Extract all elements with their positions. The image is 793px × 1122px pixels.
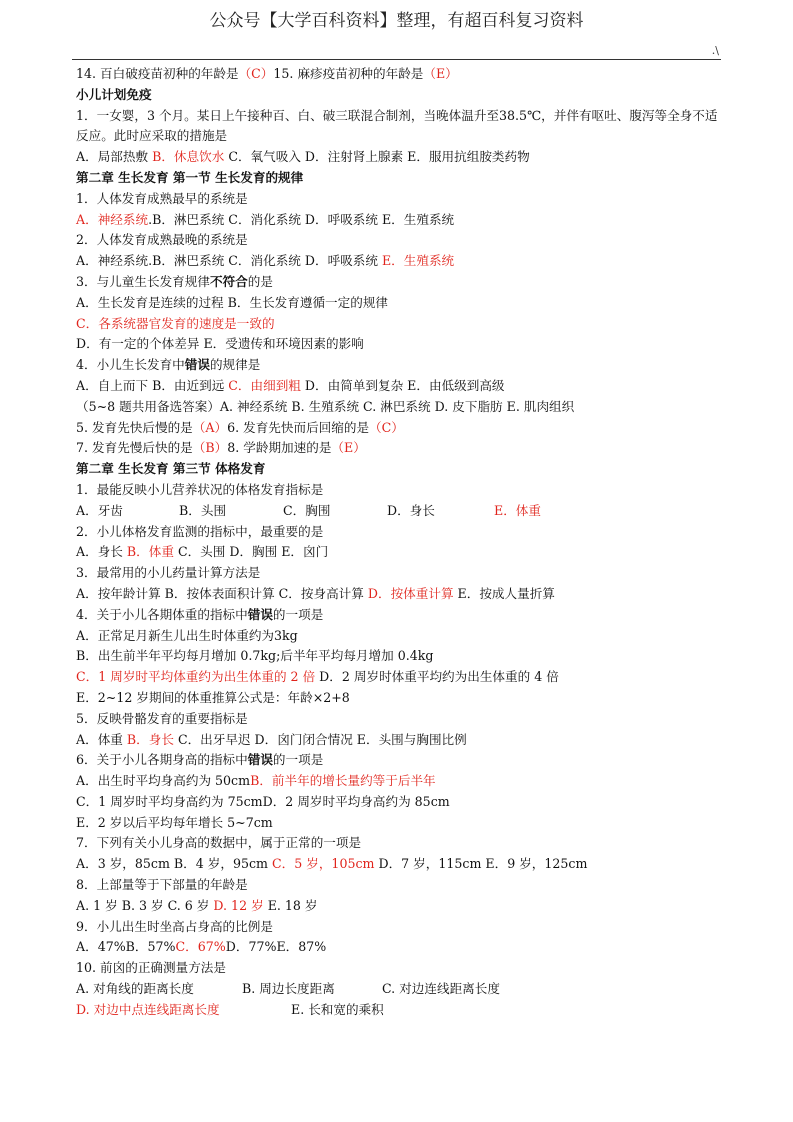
text-segment: A．自上而下 B．由近到远: [76, 377, 229, 393]
text-line: [76, 314, 726, 335]
text-line: [76, 438, 726, 459]
text-line: [76, 896, 726, 917]
text-segment: B．头围: [179, 502, 227, 518]
text-line: [76, 605, 726, 626]
text-segment: E. 18 岁: [263, 897, 318, 913]
answer-text: D. 12 岁: [213, 897, 264, 913]
text-line: [76, 626, 726, 647]
text-segment: C. 对边连线距离长度: [382, 981, 500, 997]
text-segment: （5~8 题共用备选答案）A. 神经系统 B. 生殖系统 C. 淋巴系统 D. 皮下脂肪 E. 肌肉组织: [76, 398, 575, 414]
text-segment: .B．淋巴系统 C．消化系统 D．呼吸系统 E．生殖系统: [148, 211, 455, 227]
answer-text: C．各系统器官发育的速度是一致的: [76, 315, 275, 331]
text-line: [76, 979, 726, 1000]
text-line: [76, 813, 726, 834]
emphasis-text: 不符合: [209, 273, 248, 289]
text-line: [76, 64, 726, 85]
text-line: [76, 106, 726, 148]
text-segment: B. 周边长度距离: [242, 981, 335, 997]
answer-text: D．按体重计算: [367, 585, 454, 601]
text-segment: C．头围 D．胸围 E．囟门: [173, 544, 329, 560]
text-segment: 7. 发育先慢后快的是: [76, 440, 193, 456]
answer-text: C．1 周岁时平均体重约为出生体重的 2 倍: [76, 669, 316, 685]
text-line: [76, 480, 726, 501]
text-line: [76, 334, 726, 355]
text-segment: E．2~12 岁期间的体重推算公式是：年龄×2+8: [76, 689, 350, 705]
answer-text: （A）: [192, 419, 228, 435]
text-segment: 的一项是: [272, 606, 324, 622]
text-segment: 4．关于小儿各期体重的指标中: [76, 606, 248, 622]
text-line: [76, 376, 726, 397]
text-segment: D．由简单到复杂 E．由低级到高级: [300, 377, 505, 393]
text-line: [76, 251, 726, 272]
text-line: [76, 293, 726, 314]
answer-text: B．前半年的增长量约等于后半年: [250, 773, 436, 789]
text-segment: 8. 学龄期加速的是: [227, 440, 332, 456]
text-line: [76, 646, 726, 667]
text-segment: 的规律是: [209, 357, 261, 373]
section-title: 第二章 生长发育 第一节 生长发育的规律: [76, 169, 304, 185]
answer-text: B．休息饮水: [152, 149, 225, 165]
answer-text: （C）: [369, 419, 404, 435]
text-line: [76, 937, 726, 958]
text-line: [76, 958, 726, 979]
text-segment: D．77%E．87%: [225, 939, 327, 955]
text-line: [76, 792, 726, 813]
text-segment: A．牙齿: [76, 502, 123, 518]
text-line: [76, 667, 726, 688]
answer-text: A．神经系统: [76, 211, 149, 227]
answer-text: C．67%: [175, 939, 226, 955]
section-title: 小儿计划免疫: [76, 86, 152, 102]
answer-text: B．体重: [126, 544, 174, 560]
text-segment: A．按年龄计算 B．按体表面积计算 C．按身高计算: [76, 585, 368, 601]
text-segment: E．按成人量折算: [453, 585, 555, 601]
text-segment: A．3 岁，85cm B．4 岁，95cm: [76, 856, 272, 872]
answer-text: （B）: [192, 440, 228, 456]
answer-text: E．体重: [494, 502, 541, 518]
text-segment: 3．最常用的小儿药量计算方法是: [76, 565, 261, 581]
text-line: [76, 542, 726, 563]
header-mark: .\: [711, 44, 719, 57]
text-segment: B．出生前半年平均每月增加 0.7kg;后半年平均每月增加 0.4kg: [76, 648, 434, 664]
section-title: 第二章 生长发育 第三节 体格发育: [76, 461, 266, 477]
text-line: [76, 750, 726, 771]
text-segment: 5．反映骨骼发育的重要指标是: [76, 710, 248, 726]
answer-text: （C）: [238, 66, 274, 81]
text-segment: 8．上部量等于下部量的年龄是: [76, 877, 248, 893]
text-line: [76, 709, 726, 730]
text-segment: 6. 发育先快而后回缩的是: [227, 419, 370, 435]
text-segment: 1．最能反映小儿营养状况的体格发育指标是: [76, 481, 324, 497]
document-body: [76, 64, 726, 1021]
text-segment: A．47%B．57%: [76, 939, 176, 955]
text-segment: E．2 岁以后平均每年增长 5~7cm: [76, 814, 273, 830]
header-rule: [72, 59, 721, 60]
text-segment: C．出牙早迟 D．囟门闭合情况 E．头围与胸围比例: [173, 731, 467, 747]
text-segment: A．生长发育是连续的过程 B．生长发育遵循一定的规律: [76, 294, 389, 310]
section-heading: [76, 459, 726, 480]
text-segment: 1．人体发育成熟最早的系统是: [76, 190, 248, 206]
text-line: [76, 917, 726, 938]
text-line: [76, 355, 726, 376]
text-segment: E. 长和宽的乘积: [291, 1001, 384, 1017]
text-line: [76, 688, 726, 709]
text-segment: C．胸围: [283, 502, 331, 518]
text-line: [76, 147, 726, 168]
answer-text: （E）: [331, 440, 366, 456]
answer-text: （E）: [423, 66, 458, 81]
text-line: [76, 771, 726, 792]
text-segment: 5. 发育先快后慢的是: [76, 419, 193, 435]
text-line: [76, 272, 726, 293]
answer-text: D. 对边中点连线距离长度: [76, 1001, 220, 1017]
emphasis-text: 错误: [247, 752, 273, 768]
text-segment: A．正常足月新生儿出生时体重约为3kg: [76, 627, 298, 643]
text-segment: D．身长: [387, 502, 435, 518]
text-line: [76, 189, 726, 210]
page-header: 公众号【大学百科资料】整理，有超百科复习资料: [209, 11, 584, 31]
answer-text: C．5 岁，105cm: [272, 856, 375, 872]
text-segment: 6．关于小儿各期身高的指标中: [76, 752, 248, 768]
text-line: [76, 730, 726, 751]
text-segment: 3．与儿童生长发育规律: [76, 273, 210, 289]
answer-text: B．身长: [126, 731, 174, 747]
text-segment: D．2 周岁时体重平均约为出生体重的 4 倍: [315, 669, 559, 685]
text-segment: A．局部热敷: [76, 149, 153, 165]
emphasis-text: 错误: [184, 357, 210, 373]
text-segment: 7．下列有关小儿身高的数据中，属于正常的一项是: [76, 835, 362, 851]
text-line: [76, 584, 726, 605]
text-line: [76, 1000, 726, 1021]
text-segment: A．神经系统.B．淋巴系统 C．消化系统 D．呼吸系统: [76, 253, 382, 269]
answer-text: C．由细到粗: [228, 377, 301, 393]
text-line: [76, 522, 726, 543]
answer-text: E．生殖系统: [381, 253, 455, 269]
text-line: [76, 397, 726, 418]
text-line: [76, 501, 726, 522]
text-segment: A．体重: [76, 731, 127, 747]
section-heading: [76, 85, 726, 106]
text-segment: 的一项是: [272, 752, 324, 768]
text-line: [76, 875, 726, 896]
section-heading: [76, 168, 726, 189]
text-segment: A．身长: [76, 544, 127, 560]
text-line: [76, 854, 726, 875]
text-segment: 15. 麻疹疫苗初种的年龄是: [273, 66, 424, 81]
text-segment: 10. 前囟的正确测量方法是: [76, 960, 226, 976]
emphasis-text: 错误: [247, 606, 273, 622]
text-segment: 2．小儿体格发育监测的指标中，最重要的是: [76, 523, 324, 539]
text-segment: A. 1 岁 B. 3 岁 C. 6 岁: [76, 897, 214, 913]
text-segment: 的是: [247, 273, 273, 289]
text-segment: D．有一定的个体差异 E．受遗传和环境因素的影响: [76, 336, 364, 352]
text-line: [76, 210, 726, 231]
text-segment: A. 对角线的距离长度: [76, 981, 194, 997]
text-segment: C．氧气吸入 D．注射肾上腺素 E．服用抗组胺类药物: [224, 149, 530, 165]
text-segment: A．出生时平均身高约为 50cm: [76, 773, 251, 789]
text-segment: C．1 周岁时平均身高约为 75cmD．2 周岁时平均身高约为 85cm: [76, 793, 450, 809]
text-segment: 2．人体发育成熟最晚的系统是: [76, 232, 248, 248]
text-segment: 4．小儿生长发育中: [76, 357, 185, 373]
text-segment: 14. 百白破疫苗初种的年龄是: [76, 66, 239, 81]
text-line: [76, 230, 726, 251]
text-segment: 9．小儿出生时坐高占身高的比例是: [76, 918, 273, 934]
text-line: [76, 418, 726, 439]
text-line: [76, 833, 726, 854]
text-segment: 1．一女婴，3 个月。某日上午接种百、白、破三联混合制剂，当晚体温升至38.5℃，并伴有呕吐、腹泻等全身不适反应。此时应采取的措施是: [76, 107, 718, 144]
text-line: [76, 563, 726, 584]
text-segment: D．7 岁，115cm E．9 岁，125cm: [374, 856, 588, 872]
